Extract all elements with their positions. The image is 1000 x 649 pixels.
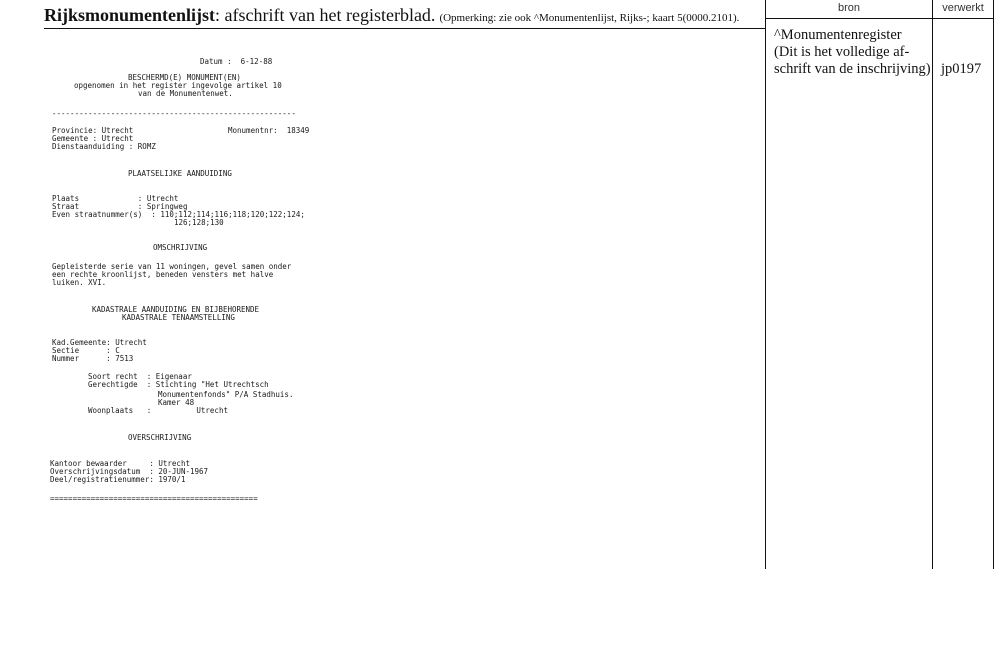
omschrijving-line-3: luiken. XVI. xyxy=(52,278,107,287)
provincie-line: Provincie: Utrecht xyxy=(52,126,134,135)
document-title xyxy=(44,5,739,26)
even-line-2: 126;128;130 xyxy=(174,218,224,227)
bron-line-3: schrift van de inschrijving) xyxy=(774,61,931,77)
monumentnr-line: Monumentnr: 18349 xyxy=(228,126,310,135)
omschrijving-line-2: een rechte kroonlijst, beneden vensters met halve xyxy=(52,270,274,279)
title-bold: Rijksmonumentenlijst xyxy=(44,5,216,25)
bron-cell xyxy=(774,27,931,78)
divider-line: ------------------------------------------------------ xyxy=(52,109,296,118)
end-rule: ============================================== xyxy=(50,494,258,503)
soort-recht-line: Soort recht : Eigenaar xyxy=(88,372,192,381)
sectie-line: Sectie : C xyxy=(52,346,120,355)
bron-line-1: ^Monumentenregister xyxy=(774,27,902,43)
bron-line-2: (Dit is het volledige af- xyxy=(774,44,910,60)
plaats-line: Plaats : Utrecht xyxy=(52,194,179,203)
section-kadastrale-2: KADASTRALE TENAAMSTELLING xyxy=(122,313,235,322)
section-kadastrale-1: KADASTRALE AANDUIDING EN BIJBEHORENDE xyxy=(92,305,260,314)
header-rule xyxy=(44,28,766,29)
title-rest: : afschrift van het registerblad. xyxy=(215,5,436,25)
overschrijvingsdatum-line: Overschrijvingsdatum : 20-JUN-1967 xyxy=(50,467,209,476)
verwerkt-code: jp0197 xyxy=(941,61,982,77)
deel-line: Deel/registratienummer: 1970/1 xyxy=(50,475,186,484)
woonplaats-line: Woonplaats : Utrecht xyxy=(88,406,228,415)
column-header-rule xyxy=(765,18,993,19)
heading-opgenomen: opgenomen in het register ingevolge artikel 10 xyxy=(74,81,282,90)
gemeente-line: Gemeente : Utrecht xyxy=(52,134,134,143)
datum-line: Datum : 6-12-88 xyxy=(200,57,273,66)
column-header-bron: bron xyxy=(837,2,861,14)
heading-beschermd: BESCHERMD(E) MONUMENT(EN) xyxy=(128,73,241,82)
straat-line: Straat : Springweg xyxy=(52,202,188,211)
title-note: (Opmerking: zie ook ^Monumentenlijst, Rijks-; kaart 5(0000.2101). xyxy=(439,12,740,24)
gerechtigde-line-2: Monumentenfonds" P/A Stadhuis. xyxy=(158,390,294,399)
kadgemeente-line: Kad.Gemeente: Utrecht xyxy=(52,338,147,347)
bron-right-divider xyxy=(932,0,933,569)
even-line: Even straatnummer(s) : 110;112;114;116;118;120;122;124; xyxy=(52,210,305,219)
column-header-verwerkt: verwerkt xyxy=(942,2,984,14)
gerechtigde-line-1: Gerechtigde : Stichting "Het Utrechtsch xyxy=(88,380,269,389)
nummer-line: Nummer : 7513 xyxy=(52,354,134,363)
heading-monumentenwet: van de Monumentenwet. xyxy=(138,89,233,98)
gerechtigde-line-3: Kamer 48 xyxy=(158,398,195,407)
dienst-line: Dienstaanduiding : ROMZ xyxy=(52,142,156,151)
section-omschrijving: OMSCHRIJVING xyxy=(153,243,208,252)
section-overschrijving: OVERSCHRIJVING xyxy=(128,433,192,442)
section-plaatselijke: PLAATSELIJKE AANDUIDING xyxy=(128,169,232,178)
omschrijving-line-1: Gepleisterde serie van 11 woningen, gevel samen onder xyxy=(52,262,292,271)
bron-left-divider xyxy=(765,0,766,569)
kantoor-line: Kantoor bewaarder : Utrecht xyxy=(50,459,190,468)
verwerkt-right-divider xyxy=(993,0,994,569)
